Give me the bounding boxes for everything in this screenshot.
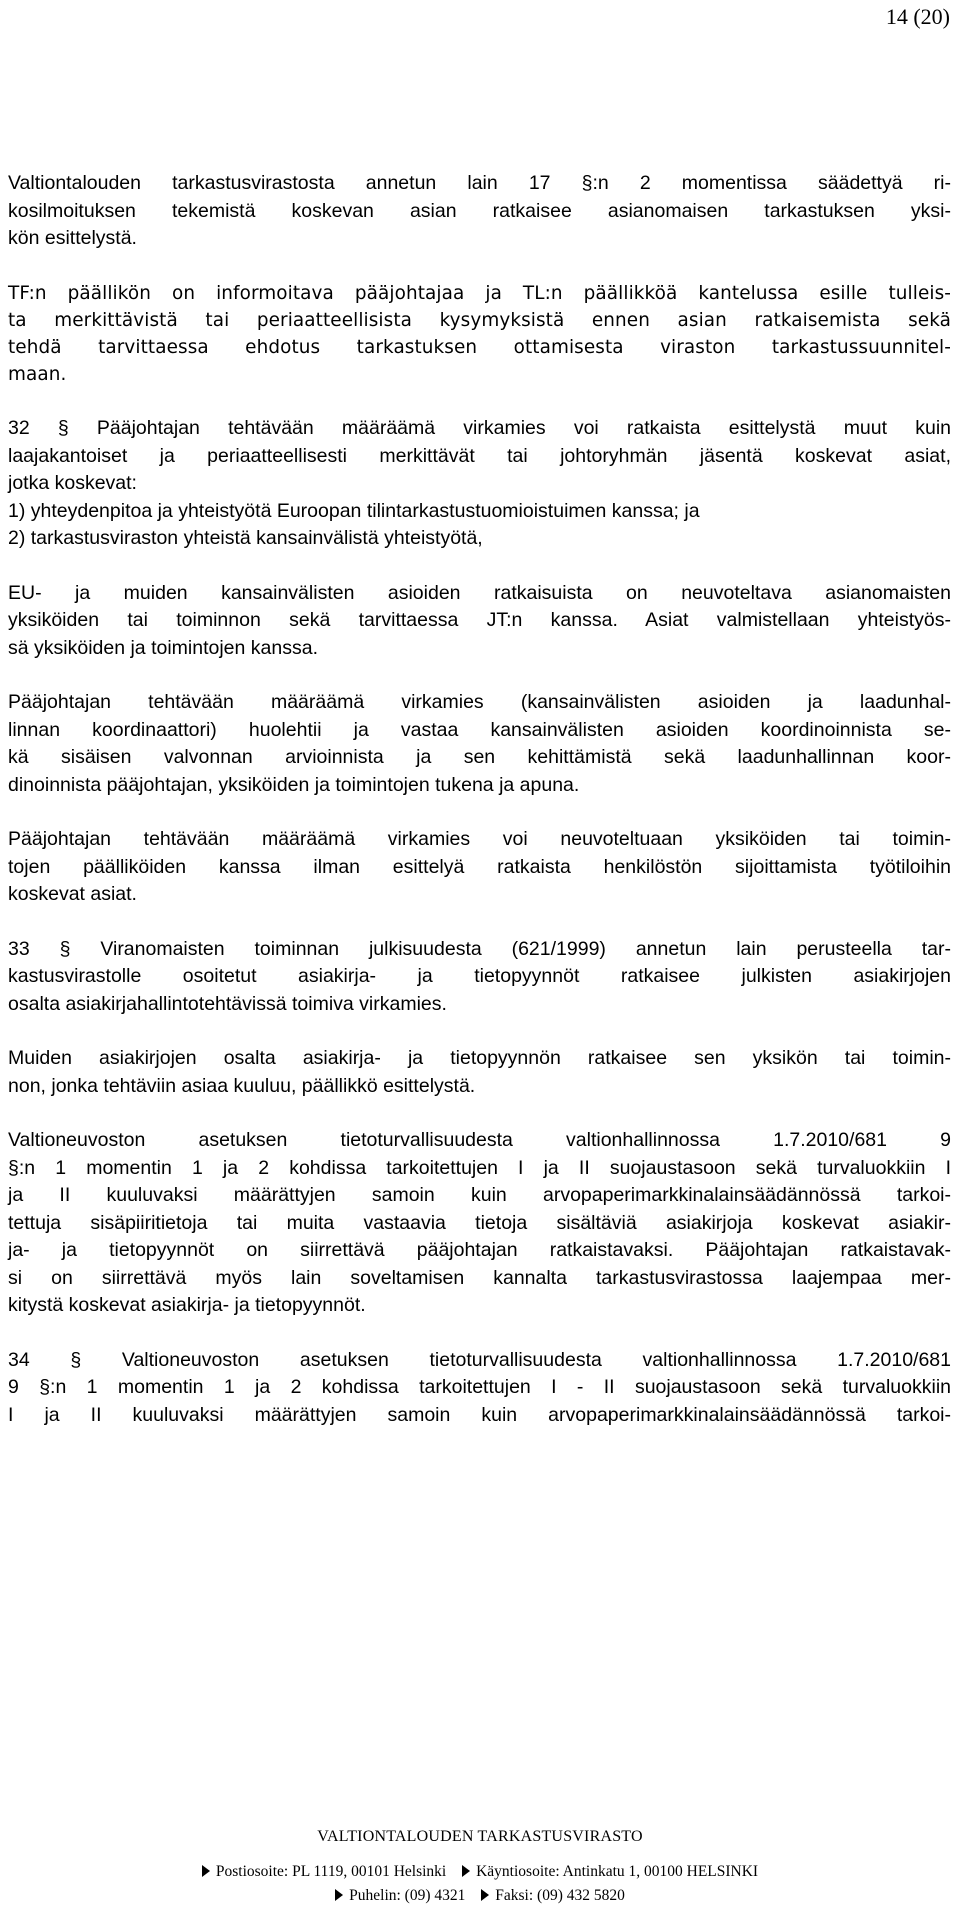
text-line: laajakantoiset ja periaatteellisesti merkittävät tai johtoryhmän jäsentä koskevat asiat,	[8, 444, 951, 467]
paragraph	[8, 936, 951, 1019]
footer-contact-row	[0, 1887, 960, 1905]
text-line: dinoinnista pääjohtajan, yksiköiden ja toimintojen tukena ja apuna.	[8, 773, 580, 796]
text-line: 33 § Viranomaisten toiminnan julkisuudesta (621/1999) annetun lain perusteella tar-	[8, 937, 951, 960]
text-line: Pääjohtajan tehtävään määräämä virkamies (kansainvälisten asioiden ja laadunhal-	[8, 691, 951, 714]
footer-postal-address	[202, 1863, 446, 1881]
text-line: 9 §:n 1 momentin 1 ja 2 kohdissa tarkoitettujen I - II suojaustasoon sekä turvaluokkiin	[8, 1376, 951, 1399]
text-line: si on siirrettävä myös lain soveltamisen kannalta tarkastusvirastossa laajempaa mer-	[8, 1266, 951, 1289]
text-line: kitystä koskevat asiakirja- ja tietopyynnöt.	[8, 1294, 366, 1317]
arrow-right-icon	[481, 1889, 489, 1901]
paragraph	[8, 1045, 951, 1100]
text-line: 32 § Pääjohtajan tehtävään määräämä virkamies voi ratkaista esittelystä muut kuin	[8, 417, 951, 440]
visiting-address-text: Käyntiosoite: Antinkatu 1, 00100 HELSINKI	[476, 1863, 759, 1880]
text-line: maan.	[8, 364, 67, 386]
text-line: kä sisäisen valvonnan arvioinnista ja sen kehittämistä sekä laadunhallinnan koor-	[8, 746, 951, 769]
footer-phone	[335, 1887, 465, 1905]
paragraph	[8, 1127, 951, 1320]
paragraph	[8, 826, 951, 909]
text-line: yksiköiden tai toiminnon sekä tarvittaessa JT:n kanssa. Asiat valmistellaan yhteistyös-	[8, 609, 951, 632]
text-line: EU- ja muiden kansainvälisten asioiden ratkaisuista on neuvoteltava asianomaisten	[8, 581, 951, 604]
footer-organization-title: VALTIONTALOUDEN TARKASTUSVIRASTO	[317, 1828, 643, 1845]
paragraph	[8, 170, 951, 253]
text-line: ja- ja tietopyynnöt on siirrettävä pääjohtajan ratkaistavaksi. Pääjohtajan ratkaistavak-	[8, 1239, 951, 1262]
text-line: 2) tarkastusviraston yhteistä kansainvälistä yhteistyötä,	[8, 527, 483, 550]
text-line: koskevat asiat.	[8, 883, 137, 906]
paragraph	[8, 1347, 951, 1430]
paragraph	[8, 280, 951, 389]
text-line: TF:n päällikön on informoitava pääjohtajaa ja TL:n päällikköä kantelussa esille tulleis-	[8, 282, 951, 304]
paragraph	[8, 415, 951, 553]
arrow-right-icon	[462, 1865, 470, 1877]
text-line: tojen päälliköiden kanssa ilman esittelyä ratkaista henkilöstön sijoittamista työtiloihin	[8, 855, 951, 878]
text-line: kön esittelystä.	[8, 227, 137, 249]
footer-visiting-address	[462, 1863, 758, 1881]
page-number: 14 (20)	[885, 4, 950, 29]
arrow-right-icon	[335, 1889, 343, 1901]
text-line: tehdä tarvittaessa ehdotus tarkastuksen ottamisesta viraston tarkastussuunnitel-	[8, 336, 951, 358]
text-line: non, jonka tehtäviin asiaa kuuluu, päällikkö esittelystä.	[8, 1074, 476, 1097]
postal-address-text: Postiosoite: PL 1119, 00101 Helsinki	[215, 1863, 447, 1880]
document-body	[8, 170, 951, 1429]
text-line: 1) yhteydenpitoa ja yhteistyötä Euroopan tilintarkastustuomioistuimen kanssa; ja	[8, 499, 700, 522]
text-line: Pääjohtajan tehtävään määräämä virkamies voi neuvoteltuaan yksiköiden tai toimin-	[8, 828, 951, 851]
text-line: tettuja sisäpiiritietoja tai muita vastaavia tietoja sisältäviä asiakirjoja koskevat asiakir-	[8, 1211, 951, 1234]
text-line: linnan koordinaattori) huolehtii ja vastaa kansainvälisten asioiden koordinoinnista se-	[8, 718, 951, 741]
text-line: ja II kuuluvaksi määrättyjen samoin kuin arvopaperimarkkinalainsäädännössä tarkoi-	[8, 1184, 951, 1207]
text-line: sä yksiköiden ja toimintojen kanssa.	[8, 636, 318, 659]
footer-fax	[481, 1887, 625, 1905]
text-line: kosilmoituksen tekemistä koskevan asian ratkaisee asianomaisen tarkastuksen yksi-	[8, 199, 951, 222]
text-line: ta merkittävistä tai periaatteellisista kysymyksistä ennen asian ratkaisemista sekä	[8, 309, 951, 331]
text-line: §:n 1 momentin 1 ja 2 kohdissa tarkoitettujen I ja II suojaustasoon sekä turvaluokkiin I	[8, 1156, 951, 1179]
paragraph	[8, 689, 951, 799]
text-line: kastusvirastolle osoitetut asiakirja- ja tietopyynnöt ratkaisee julkisten asiakirjojen	[8, 965, 951, 988]
text-line: jotka koskevat:	[8, 472, 137, 495]
text-line: osalta asiakirjahallintotehtävissä toimiva virkamies.	[8, 992, 447, 1015]
phone-text: Puhelin: (09) 4321	[349, 1887, 466, 1904]
text-line: I ja II kuuluvaksi määrättyjen samoin kuin arvopaperimarkkinalainsäädännössä tarkoi-	[8, 1403, 951, 1426]
footer-address-row	[0, 1863, 960, 1881]
paragraph	[8, 580, 951, 663]
fax-text: Faksi: (09) 432 5820	[495, 1887, 625, 1904]
arrow-right-icon	[202, 1865, 210, 1877]
text-line: Valtiontalouden tarkastusvirastosta annetun lain 17 §:n 2 momentissa säädettyä ri-	[8, 172, 951, 194]
text-line: Muiden asiakirjojen osalta asiakirja- ja tietopyynnön ratkaisee sen yksikön tai toimin-	[8, 1047, 951, 1070]
text-line: Valtioneuvoston asetuksen tietoturvallisuudesta valtionhallinnossa 1.7.2010/681 9	[8, 1129, 951, 1152]
text-line: 34 § Valtioneuvoston asetuksen tietoturvallisuudesta valtionhallinnossa 1.7.2010/681	[8, 1348, 951, 1371]
